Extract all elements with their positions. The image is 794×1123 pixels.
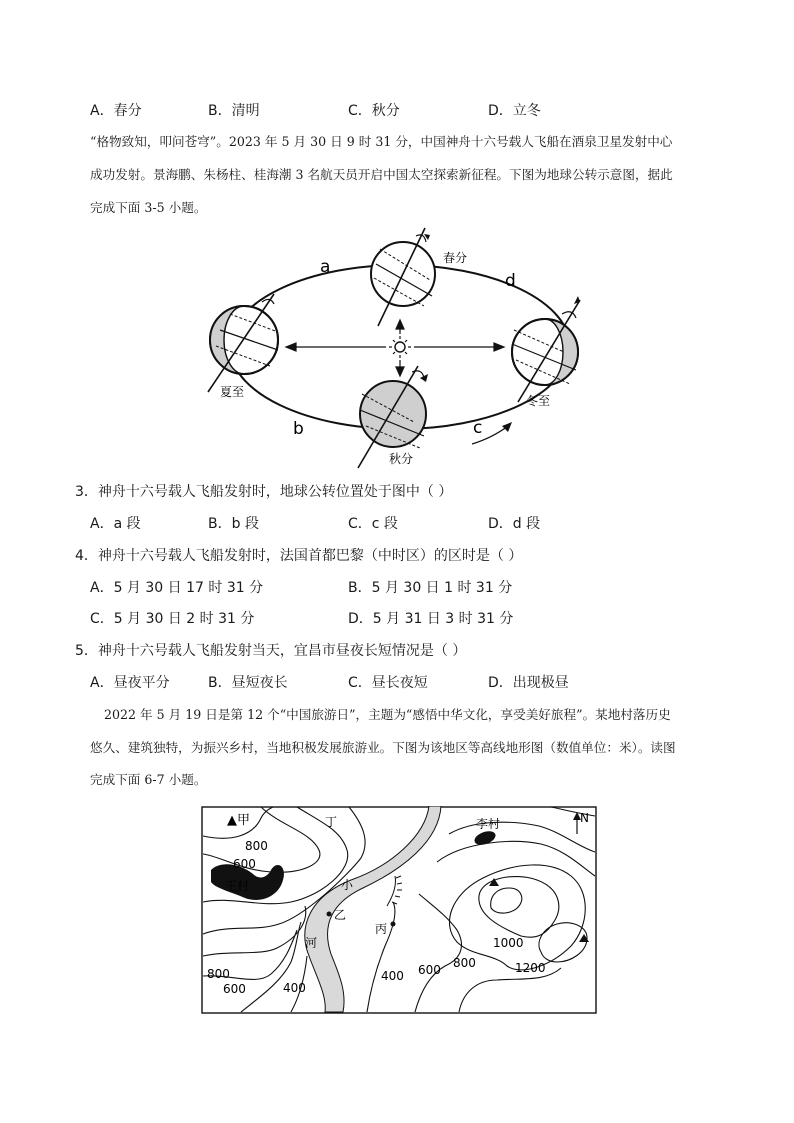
place-jia: ▲甲 bbox=[227, 813, 250, 828]
north-label: N bbox=[580, 811, 589, 825]
contour-label-400-left: 400 bbox=[283, 981, 306, 995]
segment-label-c: c bbox=[473, 418, 483, 438]
contour-label-600-right: 600 bbox=[418, 963, 441, 977]
earth-orbit-diagram bbox=[200, 222, 600, 472]
season-label-winter: 冬至 bbox=[526, 394, 551, 408]
q4-option-b: B．5 月 30 日 1 时 31 分 bbox=[348, 580, 513, 596]
season-label-spring: 春分 bbox=[443, 251, 468, 265]
q5-stem: 5．神舟十六号载人飞船发射当天，宜昌市昼夜长短情况是（ ） bbox=[75, 643, 467, 659]
river-char-he: 河 bbox=[305, 936, 318, 950]
q2-option-a: A．春分 bbox=[90, 103, 142, 119]
intro2-line1: 2022 年 5 月 19 日是第 12 个“中国旅游日”，主题为“感悟中华文化，享受美好旅程”。某地村落历史 bbox=[104, 707, 671, 722]
place-yi: 乙 bbox=[334, 908, 347, 922]
intro2-line2: 悠久、建筑独特，为振兴乡村，当地积极发展旅游业。下图为该地区等高线地形图（数值单位：米）。读图 bbox=[90, 740, 676, 755]
q2-option-b: B．清明 bbox=[208, 103, 260, 119]
intro2-line3: 完成下面 6-7 小题。 bbox=[90, 772, 207, 787]
q4-option-d: D．5 月 31 日 3 时 31 分 bbox=[348, 611, 514, 627]
sun-icon bbox=[389, 336, 411, 358]
season-label-autumn: 秋分 bbox=[389, 452, 414, 466]
contour-label-1200: 1200 bbox=[515, 961, 546, 975]
intro1-line1: “格物致知，叩问苍穹”。2023 年 5 月 30 日 9 时 31 分，中国神舟十六号载人飞船在酒泉卫星发射中心 bbox=[90, 134, 673, 149]
q2-option-c: C．秋分 bbox=[348, 103, 400, 119]
contour-label-600-left: 600 bbox=[223, 982, 246, 996]
q3-option-a: A．a 段 bbox=[90, 516, 141, 532]
q3-option-c: C．c 段 bbox=[348, 516, 398, 532]
intro1-line2: 成功发射。景海鹏、朱杨柱、桂海潮 3 名航天员开启中国太空探索新征程。下图为地球公转示意图，据此 bbox=[90, 167, 673, 182]
place-wang-village: 王村 bbox=[225, 879, 250, 893]
segment-label-b: b bbox=[293, 419, 304, 439]
q2-option-d: D．立冬 bbox=[488, 103, 541, 119]
q4-option-a: A．5 月 30 日 17 时 31 分 bbox=[90, 580, 264, 596]
contour-label-600-top: 600 bbox=[233, 857, 256, 871]
season-label-summer: 夏至 bbox=[220, 385, 245, 399]
q3-option-d: D．d 段 bbox=[488, 516, 541, 532]
q3-stem: 3．神舟十六号载人飞船发射时，地球公转位置处于图中（ ） bbox=[75, 484, 453, 500]
contour-label-800-right: 800 bbox=[453, 956, 476, 970]
contour-label-1000: 1000 bbox=[493, 936, 524, 950]
q4-option-c: C．5 月 30 日 2 时 31 分 bbox=[90, 611, 255, 627]
place-bing: 丙 bbox=[375, 922, 388, 936]
q5-option-c: C．昼长夜短 bbox=[348, 675, 428, 691]
earth-spring-equinox bbox=[371, 228, 435, 326]
segment-label-d: d bbox=[505, 271, 516, 291]
segment-label-a: a bbox=[320, 257, 331, 277]
contour-label-800-top: 800 bbox=[245, 839, 268, 853]
q3-option-b: B．b 段 bbox=[208, 516, 259, 532]
earth-winter-solstice bbox=[512, 296, 580, 402]
contour-map bbox=[201, 806, 597, 1014]
contour-label-800-left: 800 bbox=[207, 967, 230, 981]
q5-option-b: B．昼短夜长 bbox=[208, 675, 288, 691]
place-ding: 丁 bbox=[325, 815, 338, 829]
q5-option-a: A．昼夜平分 bbox=[90, 675, 170, 691]
river-char-xiao: 小 bbox=[341, 878, 354, 892]
intro1-line3: 完成下面 3-5 小题。 bbox=[90, 200, 207, 215]
q4-stem: 4．神舟十六号载人飞船发射时，法国首都巴黎（中时区）的区时是（ ） bbox=[75, 548, 523, 564]
q5-option-d: D．出现极昼 bbox=[488, 675, 569, 691]
contour-label-400-right: 400 bbox=[381, 969, 404, 983]
place-li-village: 李村 bbox=[476, 817, 501, 831]
